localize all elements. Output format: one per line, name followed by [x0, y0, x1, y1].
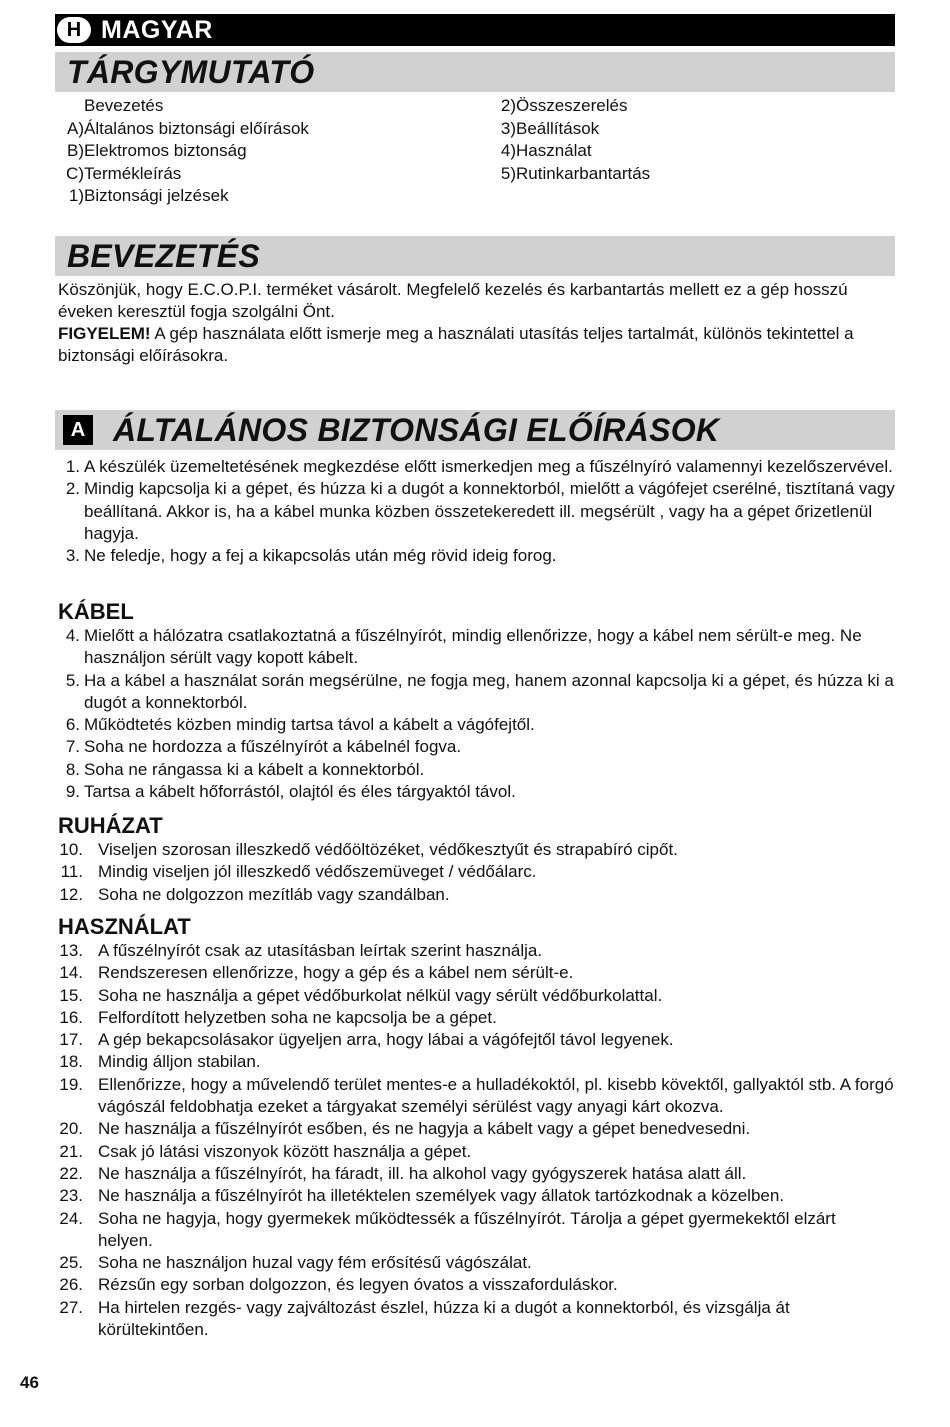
list-item	[55, 1029, 895, 1051]
list-item-text: Ne használja a fűszélnyírót ha illetéktelen személyek vagy állatok tartózkodnak a közelben.	[98, 1186, 785, 1206]
intro-text	[58, 279, 898, 367]
list-item	[55, 1252, 895, 1274]
list-item-number: 23.	[59, 1186, 83, 1206]
list-item-text: A fűszélnyírót csak az utasításban leírtak szerint használja.	[98, 941, 543, 960]
list-item-number: 19.	[59, 1074, 83, 1094]
list-item-text: A gép bekapcsolásakor ügyeljen arra, hogy lábai a vágófejtől távol legyenek.	[98, 1030, 674, 1050]
toc-item	[56, 118, 309, 141]
list-item-number: 27.	[59, 1297, 83, 1317]
toc-item-label: Rutinkarbantartás	[516, 163, 651, 183]
general-rules-list	[55, 456, 895, 567]
cable-heading: KÁBEL	[58, 599, 134, 624]
toc-item-num: 3)	[500, 118, 516, 138]
list-item	[55, 714, 895, 736]
toc-item	[488, 118, 650, 141]
list-item-text: Soha ne rángassa ki a kábelt a konnektorból.	[84, 759, 425, 779]
intro-paragraph: Köszönjük, hogy E.C.O.P.I. terméket vásárolt. Megfelelő kezelés és karbantartás mellett ez a gép hosszú éveken keresztül fogja szolgálni Önt.	[58, 280, 848, 321]
list-item	[55, 781, 895, 803]
list-item-number: 12.	[59, 884, 83, 904]
list-item-text: A készülék üzemeltetésének megkezdése előtt ismerkedjen meg a fűszélnyíró valamennyi kezelőszervével.	[84, 457, 893, 476]
list-item-text: Ne használja a fűszélnyírót esőben, és ne hagyja a kábelt vagy a gépet benedvesedni.	[98, 1119, 751, 1139]
toc-item-num: 4)	[500, 141, 516, 160]
list-item-number: 21.	[59, 1141, 83, 1161]
list-item	[55, 985, 895, 1007]
list-item-number: 16.	[59, 1007, 83, 1027]
list-item-text: Soha ne használjon huzal vagy fém erősítésű vágószálat.	[98, 1253, 532, 1273]
language-header-bar	[55, 14, 895, 46]
list-item	[55, 1163, 895, 1185]
toc-right-column	[488, 95, 650, 185]
list-item	[55, 884, 895, 906]
list-item-text: Ha hirtelen rezgés- vagy zajváltozást észlel, húzza ki a dugót a konnektorból, és vizsgálja át körültekintően.	[98, 1297, 790, 1340]
toc-item	[488, 163, 650, 186]
list-item-number: 18.	[59, 1052, 83, 1072]
language-badge: H	[57, 17, 91, 43]
usage-heading: HASZNÁLAT	[58, 914, 191, 939]
list-item-number: 11.	[60, 862, 83, 882]
list-item	[55, 940, 895, 962]
toc-item-num: 2)	[500, 96, 516, 115]
list-item-number: 2.	[65, 479, 80, 499]
toc-item-label: Általános biztonsági előírások	[84, 118, 309, 138]
list-item-number: 26.	[59, 1275, 83, 1295]
list-item-text: Csak jó látási viszonyok között használja a gépet.	[98, 1141, 472, 1161]
toc-item-num: 5)	[500, 163, 516, 183]
toc-item-label: Használat	[516, 141, 592, 160]
toc-left-column	[56, 95, 309, 208]
toc-title: TÁRGYMUTATÓ	[67, 53, 315, 90]
list-item-text: Ellenőrizze, hogy a művelendő terület mentes-e a hulladékoktól, pl. kisebb kövektől, gallyaktól stb. A forgó vágószál feldobhatja ezeket a tárgyakat személyi sérülést vagy anyagi kárt okozva.	[98, 1074, 894, 1117]
toc-item-label: Biztonsági jelzések	[84, 186, 229, 205]
list-item-number: 4.	[65, 626, 80, 645]
list-item-number: 8.	[65, 759, 80, 779]
list-item-number: 22.	[59, 1163, 83, 1183]
list-item-text: Rézsűn egy sorban dolgozzon, és legyen óvatos a visszaforduláskor.	[98, 1275, 618, 1295]
list-item	[55, 1051, 895, 1073]
toc-item-label: Termékleírás	[84, 163, 182, 183]
list-item-number: 24.	[59, 1208, 83, 1228]
toc-item-num: B)	[67, 141, 84, 160]
list-item-text: Ne használja a fűszélnyírót, ha fáradt, ill. ha alkohol vagy gyógyszerek hatása alatt áll.	[98, 1163, 747, 1183]
list-item	[55, 1297, 895, 1342]
section-a-title: ÁLTALÁNOS BIZTONSÁGI ELŐÍRÁSOK	[113, 411, 720, 448]
list-item-text: Mielőtt a hálózatra csatlakoztatná a fűszélnyírót, mindig ellenőrizze, hogy a kábel nem sérült-e meg. Ne használjon sérült vagy kopott kábelt.	[84, 626, 862, 668]
toc-item-num: C)	[66, 163, 84, 183]
list-item-number: 20.	[59, 1119, 83, 1139]
list-item-text: Működtetés közben mindig tartsa távol a kábelt a vágófejtől.	[84, 715, 535, 735]
list-item-number: 7.	[65, 737, 80, 757]
list-item-number: 15.	[59, 985, 83, 1005]
intro-title: BEVEZETÉS	[67, 237, 260, 274]
list-item	[55, 736, 895, 758]
list-item-text: Mindig kapcsolja ki a gépet, és húzza ki a dugót a konnektorból, mielőtt a vágófejet cserélné, tisztítaná vagy beállítaná. Akkor is, ha a kábel munka közben összetekeredett ill. megsérült , vagy ha a gépet őrizetlenül hagyja.	[84, 479, 895, 543]
list-item-number: 9.	[65, 782, 80, 802]
list-item-number: 1.	[65, 457, 80, 476]
list-item	[55, 839, 895, 861]
list-item-text: Soha ne használja a gépet védőburkolat nélkül vagy sérült védőburkolattal.	[98, 985, 663, 1005]
list-item-text: Soha ne hordozza a fűszélnyírót a kábelnél fogva.	[84, 737, 462, 757]
toc-item-label: Beállítások	[516, 118, 600, 138]
section-a-title-bar	[55, 410, 895, 450]
list-item	[55, 1208, 895, 1253]
list-item-number: 14.	[59, 963, 83, 983]
list-item-text: Ne feledje, hogy a fej a kikapcsolás után még rövid ideig forog.	[84, 546, 557, 566]
toc-item	[56, 163, 309, 186]
list-item	[55, 1141, 895, 1163]
section-letter-badge: A	[63, 415, 93, 445]
list-item	[55, 1274, 895, 1296]
list-item-text: Soha ne dolgozzon mezítláb vagy szandálban.	[98, 884, 450, 904]
list-item-text: Ha a kábel a használat során megsérülne, ne fogja meg, hanem azonnal kapcsolja ki a gépet, és húzza ki a dugót a konnektorból.	[84, 670, 894, 712]
list-item-number: 5.	[65, 670, 80, 690]
intro-title-bar	[55, 236, 895, 276]
list-item-number: 25.	[59, 1253, 83, 1273]
list-item-number: 13.	[59, 941, 83, 960]
toc-item	[56, 185, 309, 208]
list-item	[55, 456, 895, 478]
toc-item	[488, 140, 650, 163]
intro-warning	[58, 323, 898, 367]
clothing-heading: RUHÁZAT	[58, 813, 163, 838]
clothing-rules-list	[55, 839, 895, 906]
list-item	[55, 625, 895, 670]
toc-item-label: Elektromos biztonság	[84, 141, 247, 160]
warning-text: A gép használata előtt ismerje meg a használati utasítás teljes tartalmát, különös tekintettel a biztonsági előírásokra.	[58, 324, 854, 365]
cable-rules-list	[55, 625, 895, 803]
list-item-text: Mindig álljon stabilan.	[98, 1052, 261, 1072]
list-item	[55, 1118, 895, 1140]
list-item	[55, 1007, 895, 1029]
toc-item-label: Bevezetés	[84, 96, 164, 115]
toc-item-num: A)	[67, 118, 84, 138]
list-item-text: Felfordított helyzetben soha ne kapcsolja be a gépet.	[98, 1007, 497, 1027]
toc-title-bar	[55, 52, 895, 92]
page-number: 46	[20, 1373, 39, 1392]
toc-item	[56, 95, 309, 118]
list-item	[55, 670, 895, 715]
toc-item	[56, 140, 309, 163]
toc-item	[488, 95, 650, 118]
list-item	[55, 861, 895, 883]
list-item-number: 17.	[59, 1030, 83, 1050]
list-item	[55, 545, 895, 567]
list-item-number: 10.	[59, 840, 83, 859]
toc-item-label: Összeszerelés	[516, 96, 628, 115]
list-item	[55, 1185, 895, 1207]
list-item	[55, 759, 895, 781]
list-item-number: 3.	[65, 546, 80, 566]
list-item-text: Mindig viseljen jól illeszkedő védőszemüveget / védőálarc.	[98, 862, 537, 882]
toc-item-num: 1)	[68, 186, 84, 205]
warning-label: FIGYELEM!	[58, 324, 151, 343]
list-item	[55, 962, 895, 984]
language-title: MAGYAR	[101, 15, 213, 44]
list-item-text: Tartsa a kábelt hőforrástól, olajtól és éles tárgyaktól távol.	[84, 782, 516, 802]
list-item-text: Soha ne hagyja, hogy gyermekek működtessék a fűszélnyírót. Tárolja a gépet gyermekektől elzárt helyen.	[98, 1208, 836, 1250]
list-item-number: 6.	[65, 715, 80, 735]
list-item-text: Viseljen szorosan illeszkedő védőöltözéket, védőkesztyűt és strapabíró cipőt.	[98, 840, 678, 859]
toc-item-num	[56, 95, 84, 118]
list-item	[55, 1074, 895, 1119]
list-item-text: Rendszeresen ellenőrizze, hogy a gép és a kábel nem sérült-e.	[98, 963, 574, 983]
usage-rules-list	[55, 940, 895, 1341]
list-item	[55, 478, 895, 545]
